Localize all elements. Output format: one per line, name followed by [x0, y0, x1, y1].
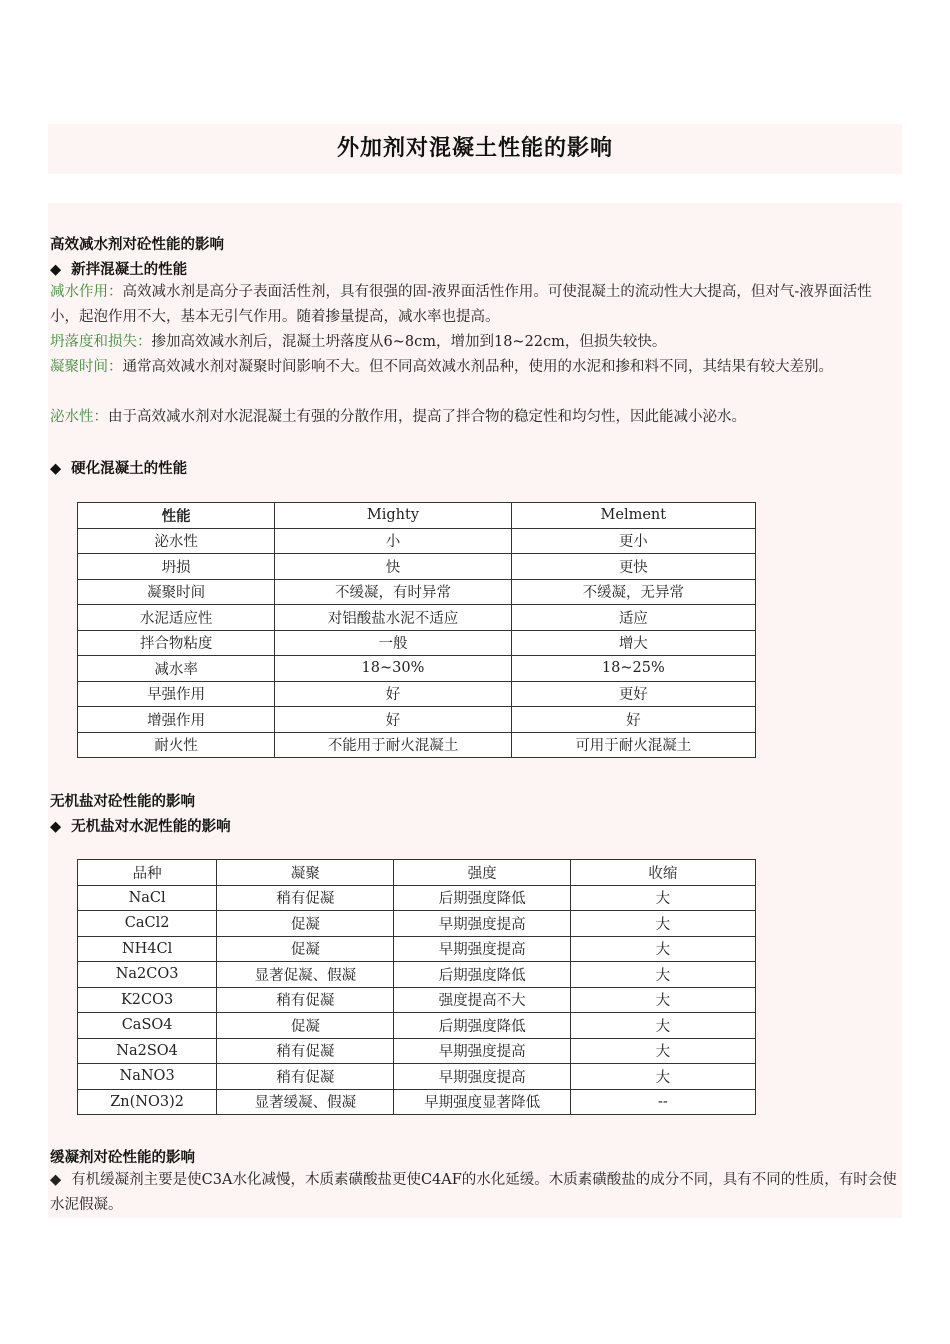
table-cell: 早期强度提高: [394, 911, 570, 937]
table-cell: 早期强度显著降低: [394, 1089, 570, 1115]
table-row: [78, 936, 756, 962]
table-cell: 好: [275, 681, 511, 707]
page-title: 外加剂对混凝土性能的影响: [336, 136, 613, 161]
table-cell: 稍有促凝: [217, 987, 394, 1013]
table-cell: Na2SO4: [78, 1038, 217, 1064]
table-cell: 稍有促凝: [217, 1064, 394, 1090]
title-band: [48, 124, 902, 174]
table-cell: 早期强度提高: [394, 1064, 570, 1090]
section2-bullet: [50, 815, 231, 836]
table-cell: 18~25%: [511, 656, 755, 682]
table-row: [78, 987, 756, 1013]
term-label: 减水作用：: [50, 284, 123, 300]
table-cell: 稍有促凝: [217, 885, 394, 911]
table-cell: 好: [511, 707, 755, 733]
table-cell: 增强作用: [78, 707, 275, 733]
section2-heading: 无机盐对砼性能的影响: [50, 794, 195, 810]
table-cell: 更小: [511, 528, 755, 554]
table-row: [78, 579, 756, 605]
table-row: [78, 885, 756, 911]
section3-heading: 缓凝剂对砼性能的影响: [50, 1150, 195, 1166]
table-cell: 促凝: [217, 1013, 394, 1039]
table-cell: 不能用于耐火混凝土: [275, 732, 511, 758]
section1-bullet-hardened: [50, 457, 187, 478]
table-cell: 不缓凝，无异常: [511, 579, 755, 605]
table-cell: Na2CO3: [78, 962, 217, 988]
diamond-bullet-icon: ◆: [50, 461, 62, 477]
table-row: [78, 681, 756, 707]
table-cell: 促凝: [217, 911, 394, 937]
table-row: [78, 605, 756, 631]
table-cell: 早期强度提高: [394, 1038, 570, 1064]
table-cell: 早期强度提高: [394, 936, 570, 962]
bullet-label: 硬化混凝土的性能: [71, 461, 188, 477]
table-cell: 促凝: [217, 936, 394, 962]
table-cell: 大: [570, 1038, 755, 1064]
table-cell: 凝聚时间: [78, 579, 275, 605]
table-row: [78, 630, 756, 656]
table-cell: 显著缓凝、假凝: [217, 1089, 394, 1115]
term-label: 泌水性：: [50, 409, 108, 425]
term-text: 高效减水剂是高分子表面活性剂，具有很强的固-液界面活性作用。可使混凝土的流动性大大提高，但对气-液界面活性小，起泡作用不大，基本无引气作用。随着掺量提高，减水率也提高。: [50, 284, 872, 325]
table-cell: 增大: [511, 630, 755, 656]
table-cell: 强度提高不大: [394, 987, 570, 1013]
bullet-label: 新拌混凝土的性能: [71, 262, 188, 278]
table-cell: K2CO3: [78, 987, 217, 1013]
table-cell: 大: [570, 911, 755, 937]
table-row: [78, 528, 756, 554]
table-cell: 早强作用: [78, 681, 275, 707]
bullet-label: 无机盐对水泥性能的影响: [71, 819, 231, 835]
section1-heading: 高效减水剂对砼性能的影响: [50, 237, 224, 253]
table-row: [78, 554, 756, 580]
table-cell: NaNO3: [78, 1064, 217, 1090]
diamond-bullet-icon: ◆: [50, 819, 62, 835]
table-header-cell: Melment: [511, 503, 755, 529]
retarder-text: 有机缓凝剂主要是使C3A水化减慢，木质素磺酸盐更使C4AF的水化延缓。木质素磺酸盐的成分不同，具有不同的性质，有时会使水泥假凝。: [50, 1172, 897, 1213]
table-cell: 泌水性: [78, 528, 275, 554]
table-row: [78, 707, 756, 733]
table-cell: NH4Cl: [78, 936, 217, 962]
term-text: 通常高效减水剂对凝聚时间影响不大。但不同高效减水剂品种，使用的水泥和掺和料不同，其结果有较大差别。: [122, 359, 833, 375]
table-cell: 大: [570, 1064, 755, 1090]
table-row: [78, 911, 756, 937]
table-header-cell: Mighty: [275, 503, 511, 529]
table-cell: 拌合物粘度: [78, 630, 275, 656]
table-cell: 后期强度降低: [394, 1013, 570, 1039]
table-cell: 小: [275, 528, 511, 554]
table-cell: 大: [570, 962, 755, 988]
table-cell: 更好: [511, 681, 755, 707]
table-cell: 更快: [511, 554, 755, 580]
table-cell: 不缓凝，有时异常: [275, 579, 511, 605]
inorganic-salt-table: [77, 859, 756, 1115]
table-cell: 后期强度降低: [394, 962, 570, 988]
table-cell: Zn(NO3)2: [78, 1089, 217, 1115]
table-row: [78, 656, 756, 682]
table-cell: --: [570, 1089, 755, 1115]
table-cell: 可用于耐火混凝土: [511, 732, 755, 758]
term-text: 掺加高效减水剂后，混凝土坍落度从6~8cm，增加到18~22cm，但损失较快。: [151, 334, 667, 350]
table-row: [78, 1013, 756, 1039]
table-cell: 好: [275, 707, 511, 733]
table-cell: CaSO4: [78, 1013, 217, 1039]
table-cell: 显著促凝、假凝: [217, 962, 394, 988]
table-header-cell: 凝聚: [217, 860, 394, 886]
table-row: [78, 1089, 756, 1115]
table-cell: 水泥适应性: [78, 605, 275, 631]
table-cell: 适应: [511, 605, 755, 631]
table-cell: CaCl2: [78, 911, 217, 937]
hardened-concrete-table: [77, 502, 756, 758]
paragraph-setting-time: [50, 355, 900, 380]
table-row: [78, 1064, 756, 1090]
paragraph-retarder: [50, 1167, 900, 1218]
section1-bullet-fresh: [50, 258, 187, 279]
table-header-cell: 强度: [394, 860, 570, 886]
table-header-cell: 品种: [78, 860, 217, 886]
paragraph-bleeding: [50, 405, 900, 430]
table-row: [78, 962, 756, 988]
table-cell: 大: [570, 936, 755, 962]
table-cell: 后期强度降低: [394, 885, 570, 911]
table-cell: 耐火性: [78, 732, 275, 758]
term-label: 凝聚时间：: [50, 359, 123, 375]
table-cell: 快: [275, 554, 511, 580]
table-cell: 一般: [275, 630, 511, 656]
table-cell: 对铝酸盐水泥不适应: [275, 605, 511, 631]
table-cell: 大: [570, 1013, 755, 1039]
table-cell: 18~30%: [275, 656, 511, 682]
table-header-row: [78, 860, 756, 886]
table-row: [78, 732, 756, 758]
table-cell: 大: [570, 987, 755, 1013]
table-header-row: [78, 503, 756, 529]
table-row: [78, 1038, 756, 1064]
table-cell: NaCl: [78, 885, 217, 911]
content-area: [48, 203, 902, 1218]
table-header-cell: 收缩: [570, 860, 755, 886]
paragraph-water-reduction: [50, 280, 900, 330]
term-text: 由于高效减水剂对水泥混凝土有强的分散作用，提高了拌合物的稳定性和均匀性，因此能减小泌水。: [108, 409, 746, 425]
table-cell: 稍有促凝: [217, 1038, 394, 1064]
diamond-bullet-icon: ◆: [50, 1171, 62, 1188]
term-label: 坍落度和损失：: [50, 334, 152, 350]
table-cell: 大: [570, 885, 755, 911]
table-cell: 坍损: [78, 554, 275, 580]
paragraph-slump: [50, 330, 900, 355]
table-cell: 减水率: [78, 656, 275, 682]
table-header-cell: 性能: [78, 503, 275, 529]
diamond-bullet-icon: ◆: [50, 262, 62, 278]
